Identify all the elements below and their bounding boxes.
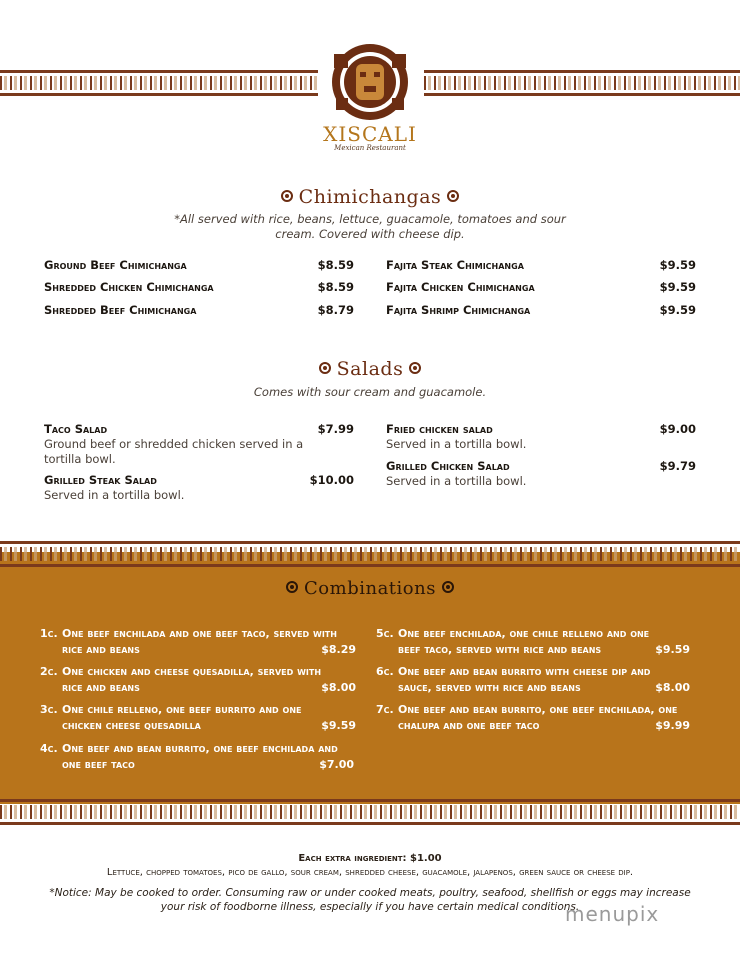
- combo-item: 4c. One beef and bean burrito, one beef enchilada and one beef taco $7.00: [40, 742, 354, 771]
- salads-note: Comes with sour cream and guacamole.: [253, 385, 487, 399]
- combinations-title: Combinations: [0, 578, 740, 599]
- menu-item: Grilled Chicken Salad $9.79 Served in a tortilla bowl.: [386, 459, 696, 488]
- menu-item: Fajita Steak Chimichanga $9.59: [386, 258, 696, 272]
- chimichangas-title: Chimichangas: [0, 186, 740, 208]
- ornament-dot-icon: [319, 362, 331, 374]
- combo-item: 3c. One chile relleno, one beef burrito and one chicken cheese quesadilla $9.59: [40, 703, 356, 732]
- menu-item: Ground Beef Chimichanga $8.59: [44, 258, 354, 272]
- health-notice: *Notice: May be cooked to order. Consuming raw or under cooked meats, poultry, seafood, shellfish or eggs may increase your risk of foodborne illness, especially if you have certain medical conditions.: [49, 887, 691, 913]
- ornament-dot-icon: [447, 190, 459, 202]
- menu-item: Fajita Shrimp Chimichanga $9.59: [386, 303, 696, 317]
- restaurant-tagline: Mexican Restaurant: [334, 144, 406, 152]
- restaurant-name: XISCALI: [323, 122, 417, 146]
- chimichangas-note: *All served with rice, beans, lettuce, guacamole, tomatoes and sour cream. Covered with cheese dip.: [174, 212, 566, 241]
- menu-item: Taco Salad $7.99 Ground beef or shredded chicken served in a tortilla bowl.: [44, 422, 354, 466]
- menu-item: Grilled Steak Salad $10.00 Served in a tortilla bowl.: [44, 473, 354, 502]
- menu-item: Fajita Chicken Chimichanga $9.59: [386, 280, 696, 294]
- ornament-dot-icon: [281, 190, 293, 202]
- combo-item: 2c. One chicken and cheese quesadilla, served with rice and beans $8.00: [40, 665, 356, 694]
- extra-ingredient-price: Each extra ingredient: $1.00: [298, 853, 442, 864]
- aztec-sun-logo-icon: [326, 40, 414, 130]
- combo-band-top: [0, 538, 740, 570]
- header-band-right: [424, 67, 740, 99]
- combo-item: 1c. One beef enchilada and one beef taco, served with rice and beans $8.29: [40, 627, 356, 656]
- ornament-dot-icon: [286, 581, 298, 593]
- combo-item: 7c. One beef and bean burrito, one beef enchilada, one chalupa and one beef taco $9.99: [376, 703, 690, 732]
- menu-item: Fried chicken salad $9.00 Served in a tortilla bowl.: [386, 422, 696, 451]
- combo-item: 5c. One beef enchilada, one chile relleno and one beef taco, served with rice and beans $9.59: [376, 627, 690, 656]
- header-band-left: [0, 67, 318, 99]
- menu-item: Shredded Chicken Chimichanga $8.59: [44, 280, 354, 294]
- combo-item: 6c. One beef and bean burrito with cheese dip and sauce, served with rice and beans $8.00: [376, 665, 690, 694]
- ornament-dot-icon: [409, 362, 421, 374]
- menu-item: Shredded Beef Chimichanga $8.79: [44, 303, 354, 317]
- ornament-dot-icon: [442, 581, 454, 593]
- combo-band-bottom: [0, 796, 740, 828]
- salads-title: Salads: [0, 358, 740, 380]
- extra-ingredients-list: Lettuce, chopped tomatoes, pico de gallo, sour cream, shredded cheese, guacamole, jalapenos, green sauce or cheese dip.: [106, 867, 634, 878]
- menupix-watermark: menupix: [565, 902, 660, 926]
